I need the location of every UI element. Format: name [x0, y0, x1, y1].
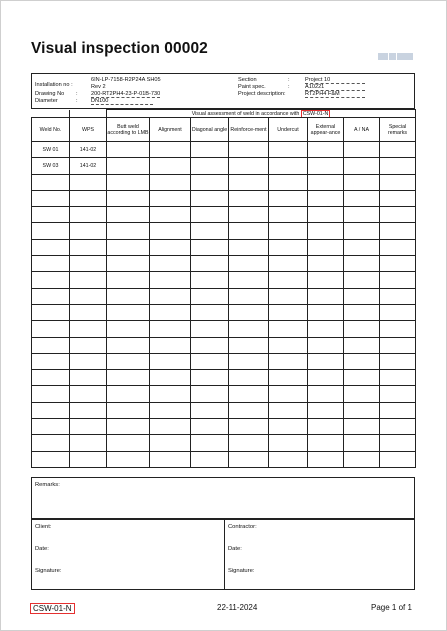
table-cell[interactable]	[191, 353, 229, 369]
table-cell[interactable]	[344, 256, 380, 272]
table-cell[interactable]	[229, 304, 269, 320]
table-cell[interactable]	[107, 223, 150, 239]
rev-value: Rev 2	[91, 84, 106, 90]
table-cell[interactable]	[344, 370, 380, 386]
table-cell[interactable]	[308, 223, 344, 239]
table-cell[interactable]	[191, 419, 229, 435]
assessment-prefix: Visual assessment of weld in accordance with	[191, 110, 301, 117]
table-cell[interactable]	[229, 174, 269, 190]
table-cell[interactable]	[191, 386, 229, 402]
table-cell[interactable]	[229, 158, 269, 174]
table-cell[interactable]	[229, 386, 269, 402]
table-cell[interactable]	[229, 272, 269, 288]
table-cell[interactable]	[269, 304, 308, 320]
assessment-ref: CSW-01-N	[302, 110, 329, 117]
table-cell[interactable]	[308, 370, 344, 386]
diameter-colon: :	[76, 98, 78, 104]
table-row	[32, 223, 416, 239]
table-cell[interactable]	[107, 288, 150, 304]
company-logo	[378, 47, 414, 55]
table-cell[interactable]	[229, 451, 269, 467]
table-cell[interactable]	[344, 321, 380, 337]
drawing-value: 200-RT2PH4-23-P-01B-730	[91, 91, 161, 97]
footer-page: Page 1 of 1	[371, 603, 412, 612]
table-cell[interactable]	[380, 386, 416, 402]
column-header: Diagonal angle	[191, 118, 229, 142]
table-cell[interactable]	[191, 321, 229, 337]
table-cell[interactable]	[344, 158, 380, 174]
table-cell[interactable]	[308, 402, 344, 418]
table-cell[interactable]	[191, 142, 229, 158]
table-cell[interactable]	[229, 190, 269, 206]
table-cell[interactable]	[191, 223, 229, 239]
table-cell[interactable]	[191, 304, 229, 320]
signature-box	[31, 519, 415, 590]
table-cell[interactable]	[229, 256, 269, 272]
client-signature-label: Signature:	[35, 568, 62, 574]
installation-label: Installation no :	[35, 82, 73, 88]
signature-divider	[224, 520, 225, 589]
table-cell[interactable]	[32, 419, 70, 435]
table-cell[interactable]	[32, 207, 70, 223]
table-cell[interactable]	[32, 321, 70, 337]
table-cell[interactable]	[191, 190, 229, 206]
table-cell[interactable]	[380, 190, 416, 206]
table-cell[interactable]	[344, 402, 380, 418]
table-cell[interactable]	[70, 207, 107, 223]
table-cell[interactable]	[107, 207, 150, 223]
table-row	[32, 370, 416, 386]
table-cell[interactable]	[70, 304, 107, 320]
table-cell[interactable]	[308, 419, 344, 435]
table-row	[32, 402, 416, 418]
table-cell[interactable]	[191, 288, 229, 304]
table-cell[interactable]	[269, 174, 308, 190]
table-row	[32, 174, 416, 190]
column-header: WPS	[70, 118, 107, 142]
table-row	[32, 435, 416, 451]
table-row	[32, 337, 416, 353]
table-cell[interactable]	[150, 223, 191, 239]
remarks-label: Remarks:	[35, 482, 60, 488]
table-cell[interactable]	[380, 174, 416, 190]
table-cell[interactable]	[70, 451, 107, 467]
table-cell[interactable]	[380, 321, 416, 337]
table-cell[interactable]	[107, 190, 150, 206]
table-cell[interactable]	[308, 304, 344, 320]
table-cell[interactable]	[107, 435, 150, 451]
table-row	[32, 239, 416, 255]
table-cell[interactable]	[229, 142, 269, 158]
table-cell[interactable]	[380, 223, 416, 239]
table-cell[interactable]	[229, 321, 269, 337]
table-cell[interactable]	[32, 256, 70, 272]
table-cell[interactable]	[32, 386, 70, 402]
table-cell[interactable]	[107, 174, 150, 190]
table-cell[interactable]	[150, 321, 191, 337]
column-header: Alignment	[150, 118, 191, 142]
table-cell[interactable]	[269, 321, 308, 337]
column-header: A / NA	[344, 118, 380, 142]
inspection-table	[31, 109, 416, 468]
drawing-colon: :	[76, 91, 78, 97]
table-cell[interactable]	[150, 256, 191, 272]
table-cell[interactable]	[70, 386, 107, 402]
table-cell[interactable]	[70, 321, 107, 337]
table-cell[interactable]	[70, 223, 107, 239]
section-colon: :	[288, 77, 290, 83]
table-cell[interactable]	[150, 386, 191, 402]
footer-date: 22-11-2024	[217, 603, 258, 612]
table-cell[interactable]	[107, 239, 150, 255]
table-cell[interactable]: 141-02	[70, 142, 107, 158]
table-cell[interactable]	[269, 419, 308, 435]
table-cell[interactable]	[269, 272, 308, 288]
table-cell[interactable]	[229, 207, 269, 223]
column-header: External appear-ance	[308, 118, 344, 142]
table-cell[interactable]	[107, 142, 150, 158]
table-cell[interactable]	[150, 142, 191, 158]
table-cell[interactable]	[269, 142, 308, 158]
table-cell[interactable]	[150, 451, 191, 467]
table-cell[interactable]	[150, 288, 191, 304]
table-cell[interactable]	[344, 386, 380, 402]
table-cell[interactable]	[308, 239, 344, 255]
paint-value: A10221	[305, 84, 365, 91]
table-cell[interactable]	[150, 353, 191, 369]
table-cell[interactable]	[380, 207, 416, 223]
table-cell[interactable]	[229, 223, 269, 239]
table-cell[interactable]	[191, 435, 229, 451]
table-cell[interactable]	[269, 386, 308, 402]
table-cell[interactable]	[32, 174, 70, 190]
table-cell[interactable]	[308, 337, 344, 353]
table-cell[interactable]	[107, 386, 150, 402]
table-cell[interactable]	[269, 435, 308, 451]
table-cell[interactable]	[150, 158, 191, 174]
table-row	[32, 207, 416, 223]
table-cell[interactable]	[380, 304, 416, 320]
table-cell[interactable]	[32, 451, 70, 467]
table-cell[interactable]	[150, 419, 191, 435]
table-cell[interactable]	[150, 239, 191, 255]
table-cell[interactable]	[269, 207, 308, 223]
table-cell[interactable]	[269, 451, 308, 467]
table-cell[interactable]	[269, 353, 308, 369]
table-cell[interactable]	[150, 337, 191, 353]
table-cell[interactable]	[107, 370, 150, 386]
table-cell[interactable]	[308, 386, 344, 402]
table-cell[interactable]	[32, 402, 70, 418]
table-row	[32, 386, 416, 402]
table-cell[interactable]	[70, 370, 107, 386]
table-cell[interactable]: 141-02	[70, 158, 107, 174]
table-cell[interactable]	[269, 190, 308, 206]
column-header-row	[32, 118, 416, 142]
table-cell[interactable]	[380, 353, 416, 369]
table-cell[interactable]	[344, 239, 380, 255]
table-cell[interactable]	[229, 337, 269, 353]
table-cell[interactable]	[229, 353, 269, 369]
table-cell[interactable]	[32, 304, 70, 320]
table-cell[interactable]	[380, 451, 416, 467]
table-cell[interactable]: SW 01	[32, 142, 70, 158]
table-cell[interactable]	[380, 337, 416, 353]
table-cell[interactable]	[380, 419, 416, 435]
page-title: Visual inspection 00002	[31, 40, 208, 57]
table-cell[interactable]	[32, 370, 70, 386]
table-row	[32, 256, 416, 272]
table-cell[interactable]	[191, 207, 229, 223]
table-cell[interactable]	[380, 402, 416, 418]
table-cell[interactable]	[191, 174, 229, 190]
table-cell[interactable]	[344, 174, 380, 190]
table-row	[32, 272, 416, 288]
table-cell[interactable]	[150, 304, 191, 320]
table-cell[interactable]	[107, 337, 150, 353]
table-cell[interactable]: SW 03	[32, 158, 70, 174]
table-cell[interactable]	[229, 402, 269, 418]
table-cell[interactable]	[70, 239, 107, 255]
table-cell[interactable]	[32, 337, 70, 353]
table-cell[interactable]	[229, 239, 269, 255]
table-cell[interactable]	[229, 370, 269, 386]
table-cell[interactable]	[191, 158, 229, 174]
contractor-signature-label: Signature:	[228, 568, 255, 574]
table-cell[interactable]	[107, 419, 150, 435]
table-cell[interactable]	[107, 256, 150, 272]
diameter-label: Diameter	[35, 98, 58, 104]
table-cell[interactable]	[107, 304, 150, 320]
assessment-header	[107, 110, 416, 118]
table-row	[32, 451, 416, 467]
table-row	[32, 190, 416, 206]
table-cell[interactable]	[380, 272, 416, 288]
installation-value: 6IN-LP-7158-R2P24A SH05	[91, 77, 161, 83]
table-cell[interactable]	[308, 435, 344, 451]
column-header: Reinforce-ment	[229, 118, 269, 142]
blank-corner-2	[70, 110, 107, 118]
table-cell[interactable]	[380, 158, 416, 174]
table-cell[interactable]	[191, 451, 229, 467]
table-cell[interactable]	[32, 190, 70, 206]
table-cell[interactable]	[107, 158, 150, 174]
table-row	[32, 304, 416, 320]
project-label: Project description:	[238, 91, 286, 97]
table-cell[interactable]	[229, 435, 269, 451]
table-cell[interactable]	[380, 435, 416, 451]
table-cell[interactable]	[344, 419, 380, 435]
footer-reference: CSW-01-N	[30, 603, 75, 614]
table-cell[interactable]	[150, 174, 191, 190]
table-cell[interactable]	[150, 402, 191, 418]
table-cell[interactable]	[269, 337, 308, 353]
table-cell[interactable]	[344, 353, 380, 369]
table-cell[interactable]	[150, 190, 191, 206]
table-cell[interactable]	[269, 402, 308, 418]
contractor-date-label: Date:	[228, 546, 242, 552]
header-info-box	[31, 73, 415, 109]
table-cell[interactable]	[308, 353, 344, 369]
blank-corner	[32, 110, 70, 118]
table-cell[interactable]	[269, 370, 308, 386]
table-cell[interactable]	[191, 402, 229, 418]
table-cell[interactable]	[32, 239, 70, 255]
table-row	[32, 288, 416, 304]
table-cell[interactable]	[70, 190, 107, 206]
table-cell[interactable]	[269, 288, 308, 304]
table-cell[interactable]	[380, 256, 416, 272]
table-cell[interactable]	[344, 142, 380, 158]
table-cell[interactable]	[229, 419, 269, 435]
table-row	[32, 353, 416, 369]
table-cell[interactable]	[32, 272, 70, 288]
table-cell[interactable]	[269, 223, 308, 239]
table-cell[interactable]	[32, 223, 70, 239]
table-cell[interactable]	[344, 435, 380, 451]
table-cell[interactable]	[191, 337, 229, 353]
table-cell[interactable]	[308, 174, 344, 190]
project-value: RT2PH4 F&M	[305, 91, 365, 98]
table-cell[interactable]	[269, 256, 308, 272]
column-header: Weld No.	[32, 118, 70, 142]
table-cell[interactable]	[380, 370, 416, 386]
table-row	[32, 142, 416, 158]
table-cell[interactable]	[70, 353, 107, 369]
table-cell[interactable]	[150, 207, 191, 223]
table-cell[interactable]	[191, 370, 229, 386]
table-cell[interactable]	[308, 321, 344, 337]
paint-label: Paint spec.	[238, 84, 266, 90]
table-cell[interactable]	[308, 256, 344, 272]
client-label: Client:	[35, 524, 52, 530]
table-cell[interactable]	[269, 239, 308, 255]
contractor-label: Contractor:	[228, 524, 257, 530]
column-header: Undercut	[269, 118, 308, 142]
table-cell[interactable]	[70, 174, 107, 190]
table-row	[32, 158, 416, 174]
table-cell[interactable]	[32, 288, 70, 304]
table-cell[interactable]	[308, 288, 344, 304]
section-label: Section	[238, 77, 257, 83]
table-cell[interactable]	[308, 451, 344, 467]
table-cell[interactable]	[269, 158, 308, 174]
column-header: Special remarks	[380, 118, 416, 142]
table-cell[interactable]	[107, 272, 150, 288]
column-header: Butt weld according to LMB	[107, 118, 150, 142]
table-cell[interactable]	[229, 288, 269, 304]
table-row	[32, 419, 416, 435]
table-cell[interactable]	[344, 207, 380, 223]
table-cell[interactable]	[380, 288, 416, 304]
table-cell[interactable]	[150, 370, 191, 386]
table-cell[interactable]	[107, 353, 150, 369]
table-cell[interactable]	[70, 337, 107, 353]
table-cell[interactable]	[344, 190, 380, 206]
table-cell[interactable]	[150, 272, 191, 288]
table-cell[interactable]	[70, 402, 107, 418]
table-cell[interactable]	[308, 190, 344, 206]
table-cell[interactable]	[70, 419, 107, 435]
table-cell[interactable]	[150, 435, 191, 451]
table-row	[32, 321, 416, 337]
table-cell[interactable]	[70, 272, 107, 288]
remarks-box	[31, 477, 415, 519]
table-cell[interactable]	[344, 304, 380, 320]
table-cell[interactable]	[70, 288, 107, 304]
client-date-label: Date:	[35, 546, 49, 552]
table-cell[interactable]	[191, 272, 229, 288]
table-cell[interactable]	[308, 142, 344, 158]
diameter-value: DN100	[91, 98, 153, 105]
table-cell[interactable]	[308, 272, 344, 288]
table-cell[interactable]	[107, 321, 150, 337]
table-cell[interactable]	[70, 435, 107, 451]
section-value: Project 10	[305, 77, 365, 84]
table-cell[interactable]	[308, 207, 344, 223]
table-cell[interactable]	[191, 239, 229, 255]
table-cell[interactable]	[344, 337, 380, 353]
table-cell[interactable]	[107, 451, 150, 467]
table-cell[interactable]	[107, 402, 150, 418]
table-cell[interactable]	[308, 158, 344, 174]
table-cell[interactable]	[70, 256, 107, 272]
table-cell[interactable]	[344, 223, 380, 239]
table-cell[interactable]	[32, 353, 70, 369]
drawing-label: Drawing No	[35, 91, 65, 97]
table-cell[interactable]	[344, 288, 380, 304]
paint-colon: :	[288, 84, 290, 90]
table-cell[interactable]	[380, 239, 416, 255]
table-cell[interactable]	[344, 272, 380, 288]
table-cell[interactable]	[32, 435, 70, 451]
table-cell[interactable]	[344, 451, 380, 467]
table-cell[interactable]	[380, 142, 416, 158]
table-cell[interactable]	[191, 256, 229, 272]
